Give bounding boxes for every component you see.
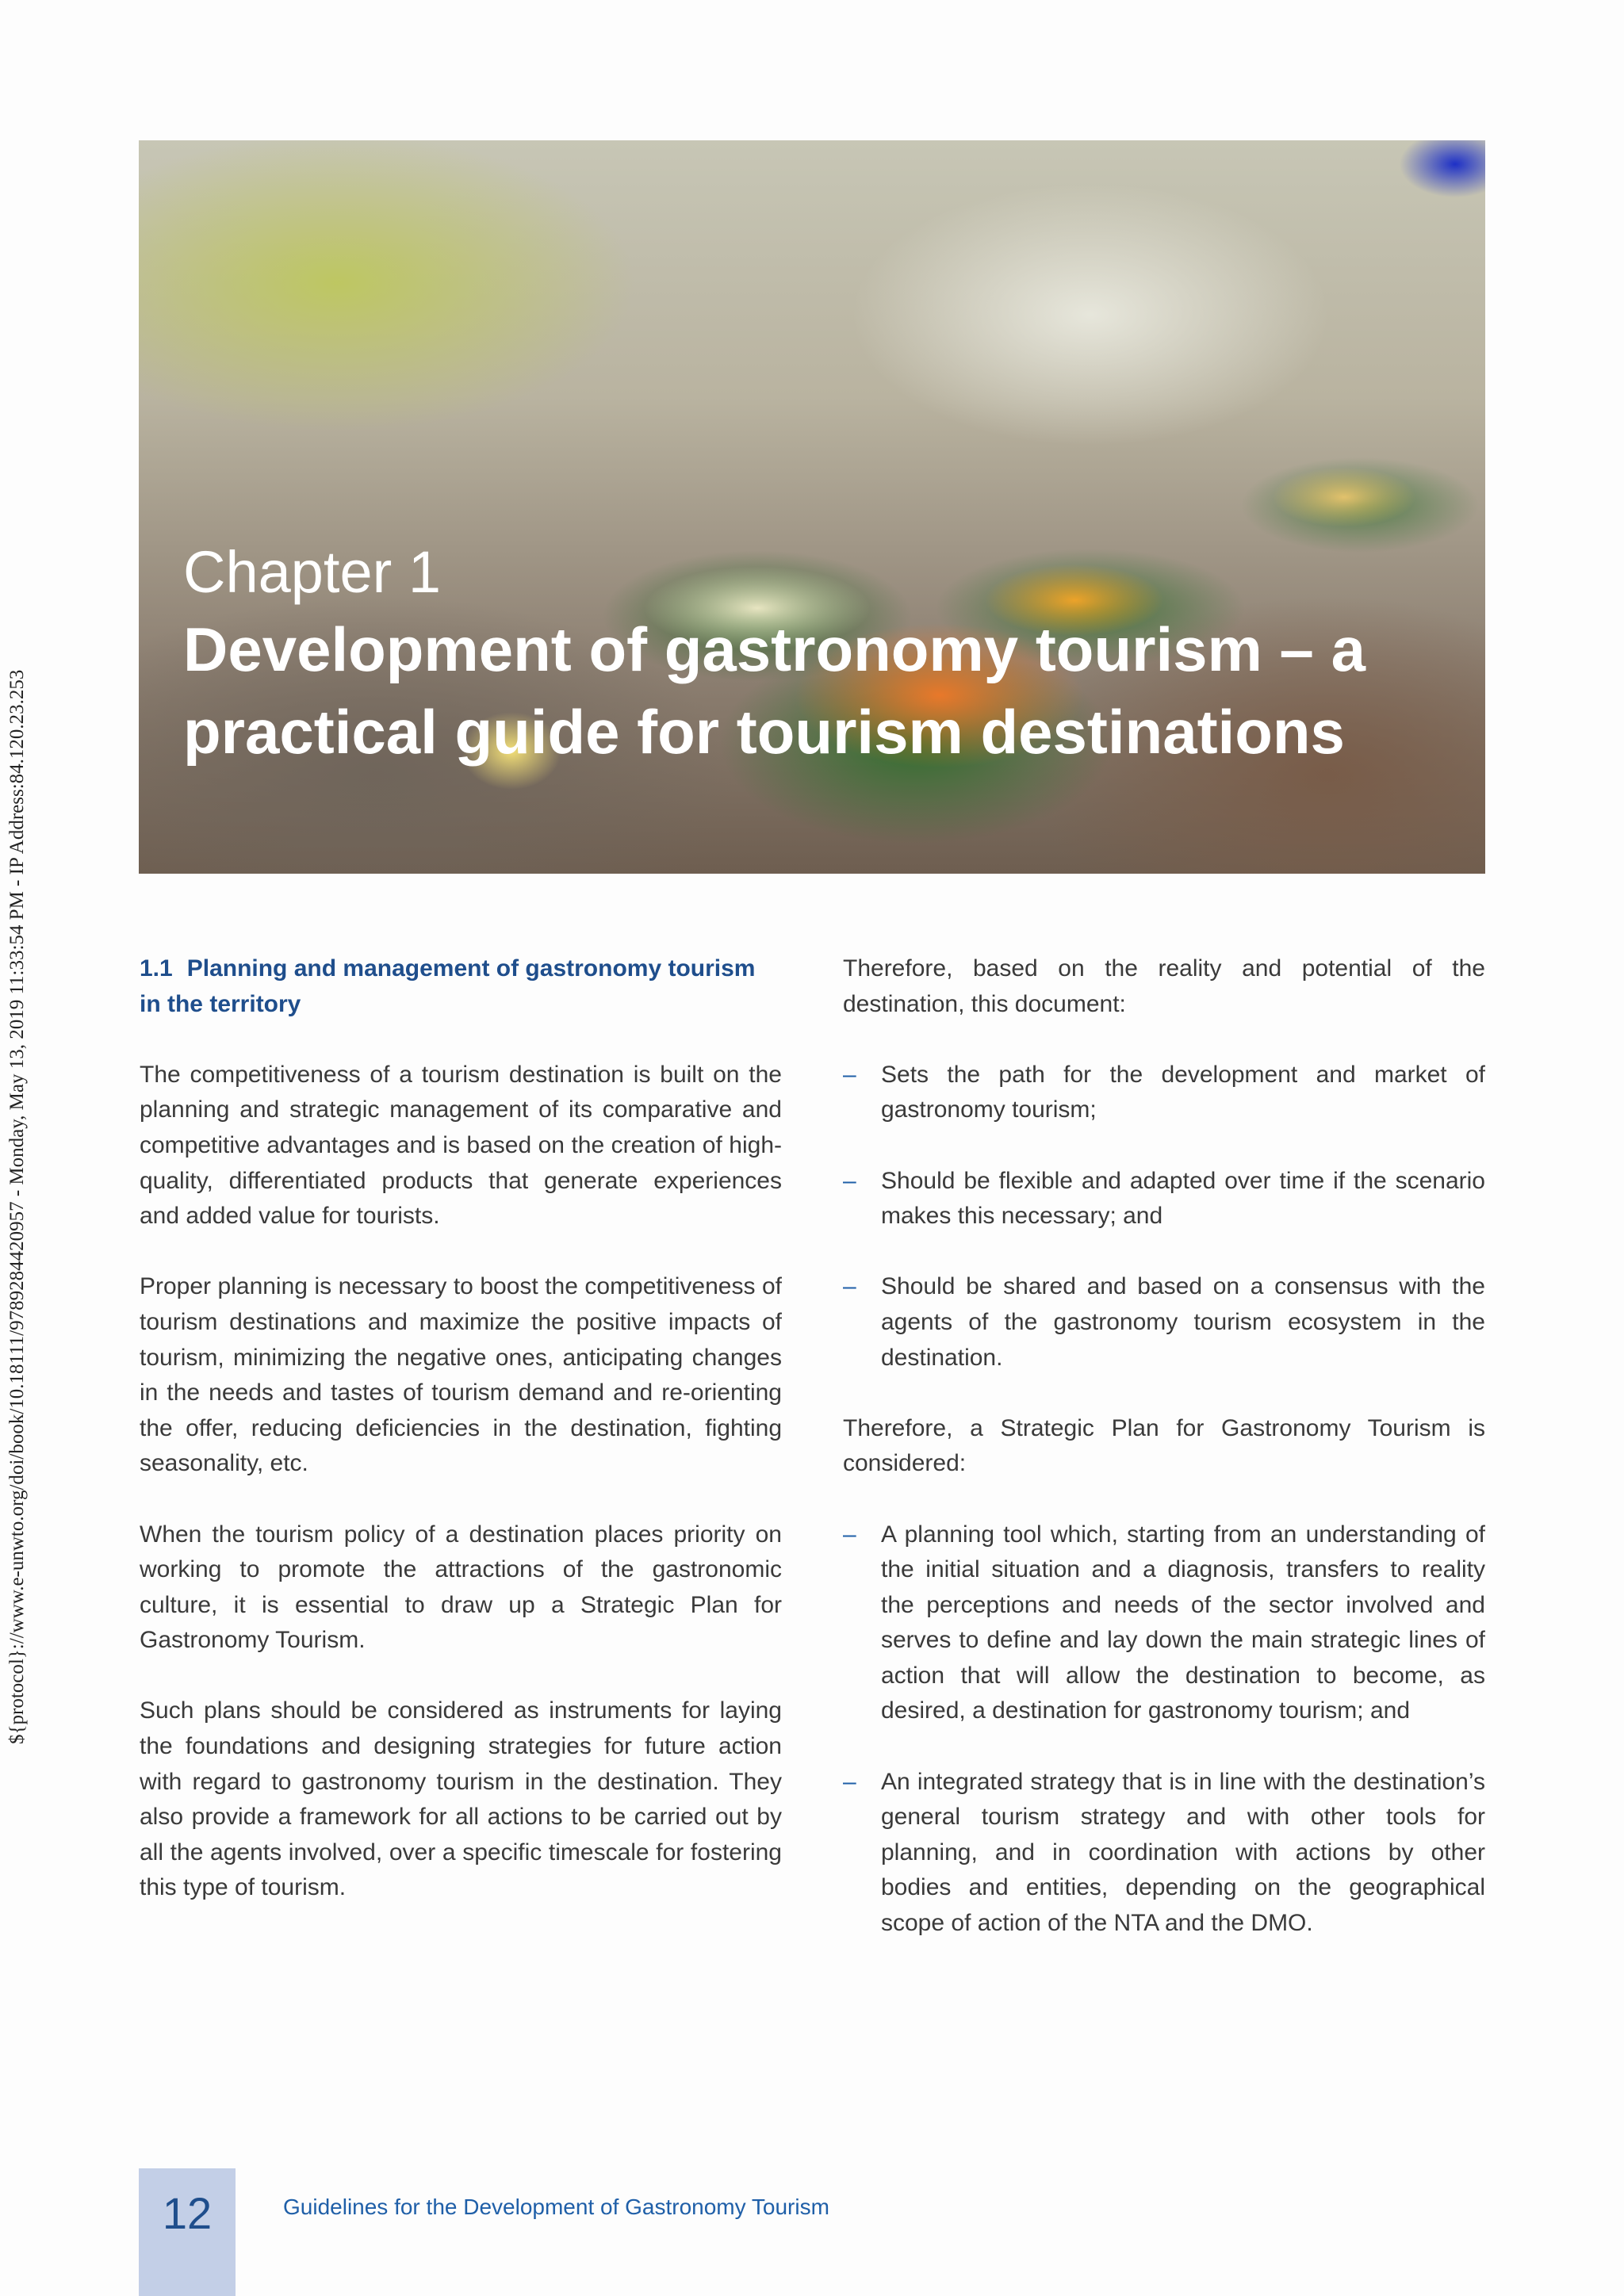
dash-bullet: – <box>843 1167 856 1194</box>
document-aims-list <box>843 1058 1485 1376</box>
list-item <box>843 1765 1485 1942</box>
dash-bullet: – <box>843 1521 856 1548</box>
intro-paragraph: Therefore, a Strategic Plan for Gastronomy Tourism is considered: <box>843 1414 1485 1477</box>
list-item <box>843 1164 1485 1234</box>
dash-bullet: – <box>843 1768 856 1795</box>
list-item <box>843 1517 1485 1730</box>
page-number: 12 <box>162 2188 213 2238</box>
hero-text-block <box>183 537 1452 773</box>
chapter-title: Development of gastronomy tourism – a practical guide for tourism destinations <box>183 614 1365 767</box>
chapter-hero-image <box>139 140 1485 874</box>
body-paragraph: Such plans should be considered as instruments for laying the foundations and designing strategies for future action with regard to gastronomy tourism in the destination. They also provide a framework for all actions to be carried out by all the agents involved, over a specific timescale for fostering this type of tourism. <box>140 1697 782 1901</box>
right-column <box>843 951 1485 1976</box>
section-title: Planning and management of gastronomy tourism in the territory <box>140 955 756 1017</box>
footer-publication-title: Guidelines for the Development of Gastronomy Tourism <box>283 2195 829 2219</box>
dash-bullet: – <box>843 1061 856 1088</box>
strategic-plan-list <box>843 1517 1485 1942</box>
list-item-text: A planning tool which, starting from an understanding of the initial situation and a diagnosis, transfers to reality the perceptions and needs of the sector involved and serves to define and lay down the main strategic lines of action that will allow the destination to become, as desired, a destination for gastronomy tourism; and <box>881 1521 1485 1724</box>
body-paragraph: Proper planning is necessary to boost the competitiveness of tourism destinations and maximize the positive impacts of tourism, minimizing the negative ones, anticipating changes in the needs and tastes of tourism demand and re-orienting the offer, reducing deficiencies in the destination, fighting seasonality, etc. <box>140 1273 782 1477</box>
chapter-label: Chapter 1 <box>183 539 441 605</box>
intro-paragraph: Therefore, based on the reality and potential of the destination, this document: <box>843 955 1485 1017</box>
list-item-text: Sets the path for the development and market of gastronomy tourism; <box>881 1061 1485 1123</box>
list-item-text: Should be flexible and adapted over time if the scenario makes this necessary; and <box>881 1167 1485 1230</box>
download-stamp: ${protocol}://www.e-unwto.org/doi/book/10.18111/9789284420957 - Monday, May 13, 2019 11:33:54 PM - IP Address:84.120.23.253 <box>6 669 28 1744</box>
left-column <box>140 951 782 1942</box>
list-item <box>843 1058 1485 1128</box>
section-heading <box>140 951 782 1022</box>
list-item-text: An integrated strategy that is in line with the destination’s general tourism strategy and with other tools for planning, and in coordination with actions by other bodies and entities, depending on the geographical scope of action of the NTA and the DMO. <box>881 1768 1485 1937</box>
dash-bullet: – <box>843 1273 856 1300</box>
body-paragraph: When the tourism policy of a destination places priority on working to promote the attractions of the gastronomic culture, it is essential to draw up a Strategic Plan for Gastronomy Tourism. <box>140 1521 782 1654</box>
body-paragraph: The competitiveness of a tourism destination is built on the planning and strategic management of its comparative and competitive advantages and is based on the creation of high-quality, differentiated products that generate experiences and added value for tourists. <box>140 1061 782 1230</box>
page-number-box <box>139 2168 236 2296</box>
list-item <box>843 1269 1485 1376</box>
section-number: 1.1 <box>140 955 173 982</box>
list-item-text: Should be shared and based on a consensus with the agents of the gastronomy tourism ecosystem in the destination. <box>881 1273 1485 1371</box>
